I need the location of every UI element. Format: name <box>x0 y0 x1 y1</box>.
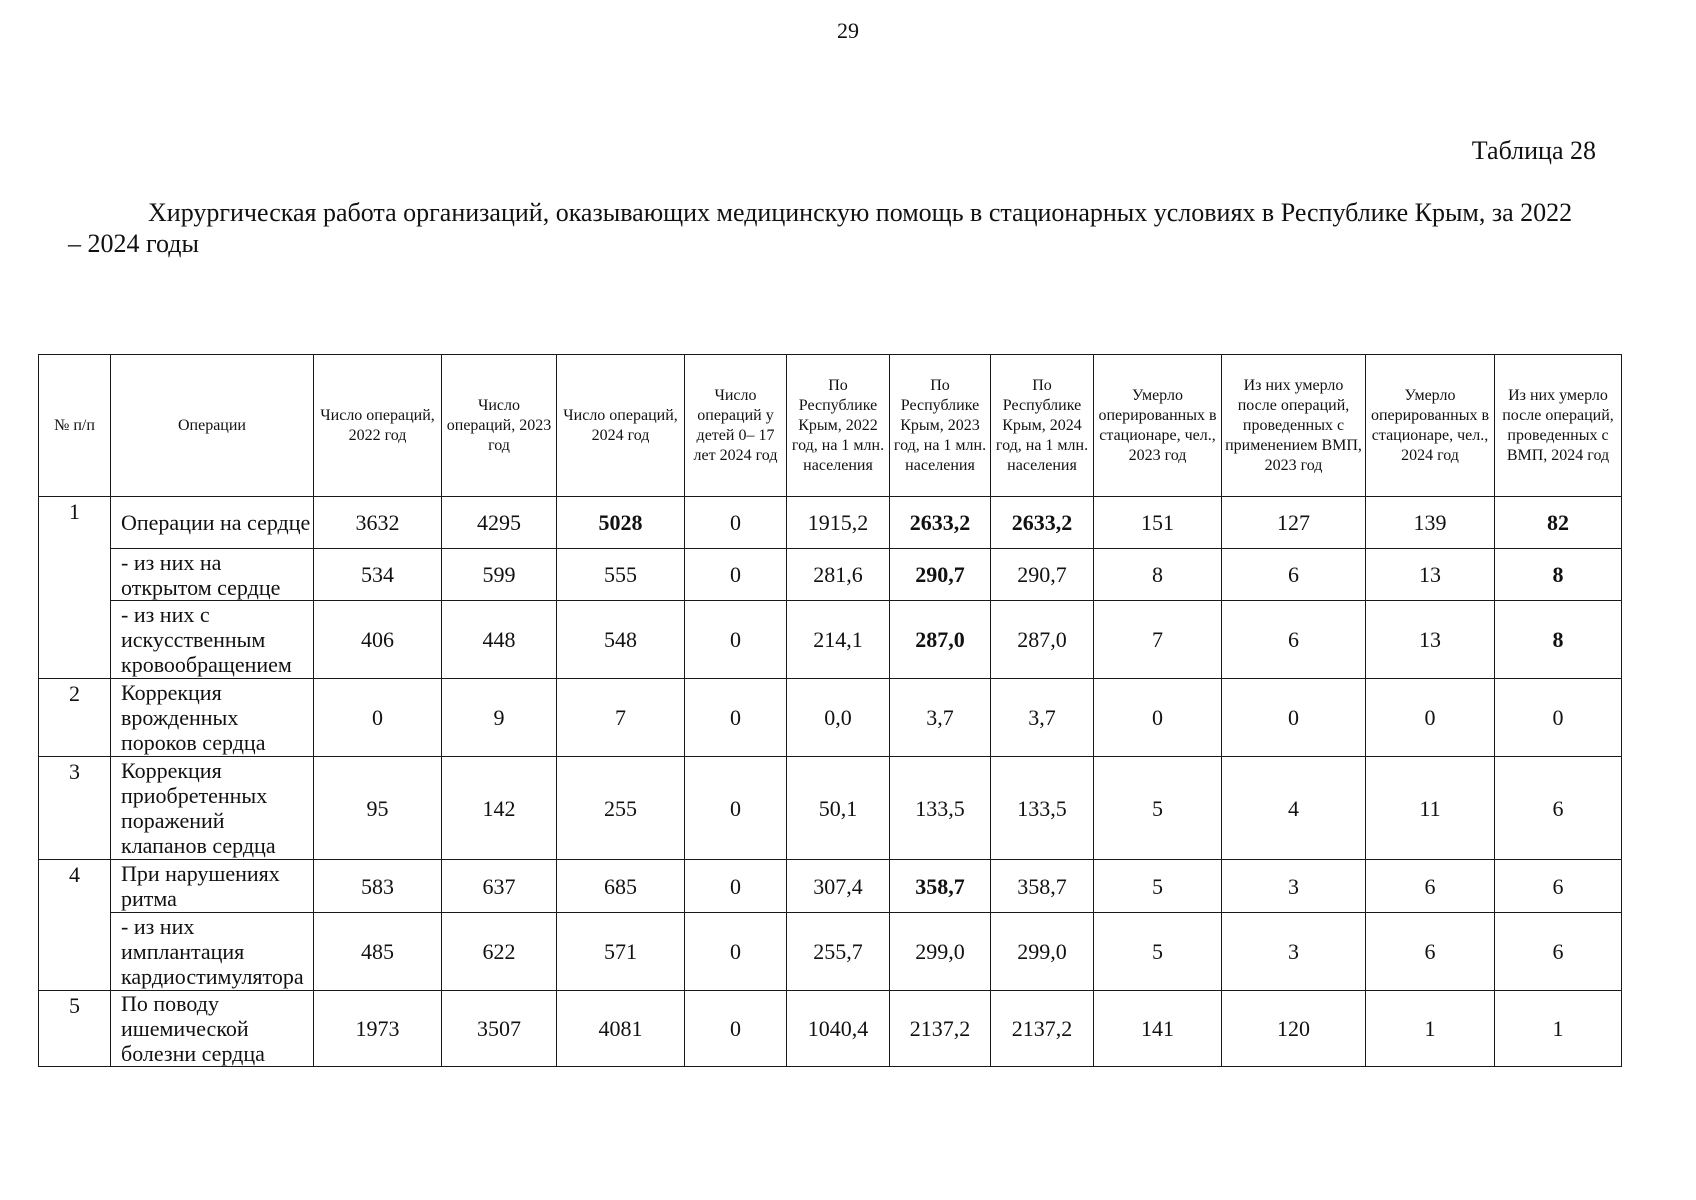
row-number: 1 <box>39 497 111 679</box>
table-cell: 1973 <box>314 991 442 1067</box>
table-row <box>39 757 1622 860</box>
table-cell: 5 <box>1094 757 1222 860</box>
table-cell: 9 <box>442 679 557 757</box>
header-cell: Умерло оперированных в стационаре, чел., 2023 год <box>1094 355 1222 497</box>
table-row <box>39 497 1622 549</box>
table-cell: 571 <box>557 913 685 991</box>
table-row <box>39 860 1622 913</box>
table-cell: 0 <box>1495 679 1622 757</box>
header-cell: Умерло оперированных в стационаре, чел., 2024 год <box>1366 355 1495 497</box>
table-cell: 0 <box>685 913 787 991</box>
table-cell: 6 <box>1495 757 1622 860</box>
table-cell: 0 <box>685 549 787 601</box>
header-cell: По Республике Крым, 2022 год, на 1 млн. населения <box>787 355 890 497</box>
table-cell: 299,0 <box>890 913 991 991</box>
operation-name: Коррекция приобретенных поражений клапанов сердца <box>111 757 314 860</box>
table-cell: 214,1 <box>787 601 890 679</box>
table-cell: 8 <box>1495 601 1622 679</box>
table-cell: 5 <box>1094 860 1222 913</box>
table-row <box>39 601 1622 679</box>
table-cell: 583 <box>314 860 442 913</box>
table-cell: 4081 <box>557 991 685 1067</box>
table-cell: 3,7 <box>890 679 991 757</box>
table-cell: 2633,2 <box>890 497 991 549</box>
header-cell: По Республике Крым, 2023 год, на 1 млн. населения <box>890 355 991 497</box>
table-cell: 139 <box>1366 497 1495 549</box>
table-cell: 406 <box>314 601 442 679</box>
table-cell: 685 <box>557 860 685 913</box>
operation-name: При нарушениях ритма <box>111 860 314 913</box>
table-label: Таблица 28 <box>1471 136 1596 165</box>
table-cell: 13 <box>1366 601 1495 679</box>
table-cell: 0 <box>685 497 787 549</box>
page-number: 29 <box>837 18 859 43</box>
operation-name: Операции на сердце <box>111 497 314 549</box>
table-cell: 2633,2 <box>991 497 1094 549</box>
operation-name: - из них с искусственным кровообращением <box>111 601 314 679</box>
table-cell: 290,7 <box>991 549 1094 601</box>
table-row <box>39 549 1622 601</box>
table-cell: 358,7 <box>890 860 991 913</box>
table-cell: 0 <box>1366 679 1495 757</box>
table-cell: 1 <box>1366 991 1495 1067</box>
table-cell: 151 <box>1094 497 1222 549</box>
header-cell: Число операций, 2022 год <box>314 355 442 497</box>
table-cell: 599 <box>442 549 557 601</box>
table-cell: 4295 <box>442 497 557 549</box>
table-cell: 7 <box>557 679 685 757</box>
table-cell: 6 <box>1222 601 1366 679</box>
row-number: 3 <box>39 757 111 860</box>
table-cell: 2137,2 <box>991 991 1094 1067</box>
table-cell: 3507 <box>442 991 557 1067</box>
table-cell: 141 <box>1094 991 1222 1067</box>
table-cell: 6 <box>1366 913 1495 991</box>
table-cell: 6 <box>1366 860 1495 913</box>
table-row <box>39 991 1622 1067</box>
table-row <box>39 913 1622 991</box>
table-cell: 0 <box>314 679 442 757</box>
operation-name: - из них имплантация кардиостимулятора <box>111 913 314 991</box>
table-cell: 4 <box>1222 757 1366 860</box>
row-number: 5 <box>39 991 111 1067</box>
table-cell: 0 <box>1094 679 1222 757</box>
table-cell: 3 <box>1222 913 1366 991</box>
table-cell: 95 <box>314 757 442 860</box>
table-cell: 299,0 <box>991 913 1094 991</box>
header-cell: Число операций, 2024 год <box>557 355 685 497</box>
table-cell: 548 <box>557 601 685 679</box>
table-cell: 6 <box>1222 549 1366 601</box>
table-cell: 0 <box>685 679 787 757</box>
table-cell: 1 <box>1495 991 1622 1067</box>
table-cell: 127 <box>1222 497 1366 549</box>
header-cell: Операции <box>111 355 314 497</box>
header-cell: По Республике Крым, 2024 год, на 1 млн. населения <box>991 355 1094 497</box>
table-cell: 534 <box>314 549 442 601</box>
table-cell: 0 <box>685 601 787 679</box>
header-cell: Из них умерло после операций, проведенных с применением ВМП, 2023 год <box>1222 355 1366 497</box>
table-cell: 307,4 <box>787 860 890 913</box>
table-cell: 6 <box>1495 860 1622 913</box>
table-cell: 287,0 <box>991 601 1094 679</box>
table-cell: 255 <box>557 757 685 860</box>
document-title: Хирургическая работа организаций, оказывающих медицинскую помощь в стационарных условиях в Республике Крым, за 2022 – 2024 годы <box>68 198 1573 258</box>
surgery-table <box>38 354 1622 1067</box>
table-cell: 358,7 <box>991 860 1094 913</box>
table-cell: 142 <box>442 757 557 860</box>
table-cell: 82 <box>1495 497 1622 549</box>
table-cell: 0 <box>1222 679 1366 757</box>
table-cell: 622 <box>442 913 557 991</box>
table-cell: 5 <box>1094 913 1222 991</box>
table-row <box>39 679 1622 757</box>
table-cell: 0 <box>685 991 787 1067</box>
table-cell: 7 <box>1094 601 1222 679</box>
table-cell: 448 <box>442 601 557 679</box>
table-cell: 1040,4 <box>787 991 890 1067</box>
operation-name: По поводу ишемической болезни сердца <box>111 991 314 1067</box>
header-cell: Из них умерло после операций, проведенных с ВМП, 2024 год <box>1495 355 1622 497</box>
header-cell: Число операций у детей 0– 17 лет 2024 год <box>685 355 787 497</box>
table-cell: 3,7 <box>991 679 1094 757</box>
table-cell: 281,6 <box>787 549 890 601</box>
table-cell: 3632 <box>314 497 442 549</box>
table-cell: 133,5 <box>991 757 1094 860</box>
table-cell: 3 <box>1222 860 1366 913</box>
header-cell: Число операций, 2023 год <box>442 355 557 497</box>
table-cell: 290,7 <box>890 549 991 601</box>
table-cell: 287,0 <box>890 601 991 679</box>
table-cell: 2137,2 <box>890 991 991 1067</box>
table-cell: 1915,2 <box>787 497 890 549</box>
table-cell: 6 <box>1495 913 1622 991</box>
header-row <box>39 355 1622 497</box>
table-cell: 485 <box>314 913 442 991</box>
table-cell: 555 <box>557 549 685 601</box>
table-cell: 0 <box>685 757 787 860</box>
table-cell: 11 <box>1366 757 1495 860</box>
table-cell: 133,5 <box>890 757 991 860</box>
table-cell: 50,1 <box>787 757 890 860</box>
table-cell: 8 <box>1094 549 1222 601</box>
operation-name: Коррекция врожденных пороков сердца <box>111 679 314 757</box>
table-cell: 255,7 <box>787 913 890 991</box>
operation-name: - из них на открытом сердце <box>111 549 314 601</box>
table-cell: 13 <box>1366 549 1495 601</box>
table-cell: 0,0 <box>787 679 890 757</box>
row-number: 4 <box>39 860 111 991</box>
table-cell: 0 <box>685 860 787 913</box>
table-cell: 120 <box>1222 991 1366 1067</box>
table-cell: 5028 <box>557 497 685 549</box>
table-cell: 8 <box>1495 549 1622 601</box>
header-cell: № п/п <box>39 355 111 497</box>
row-number: 2 <box>39 679 111 757</box>
table-cell: 637 <box>442 860 557 913</box>
